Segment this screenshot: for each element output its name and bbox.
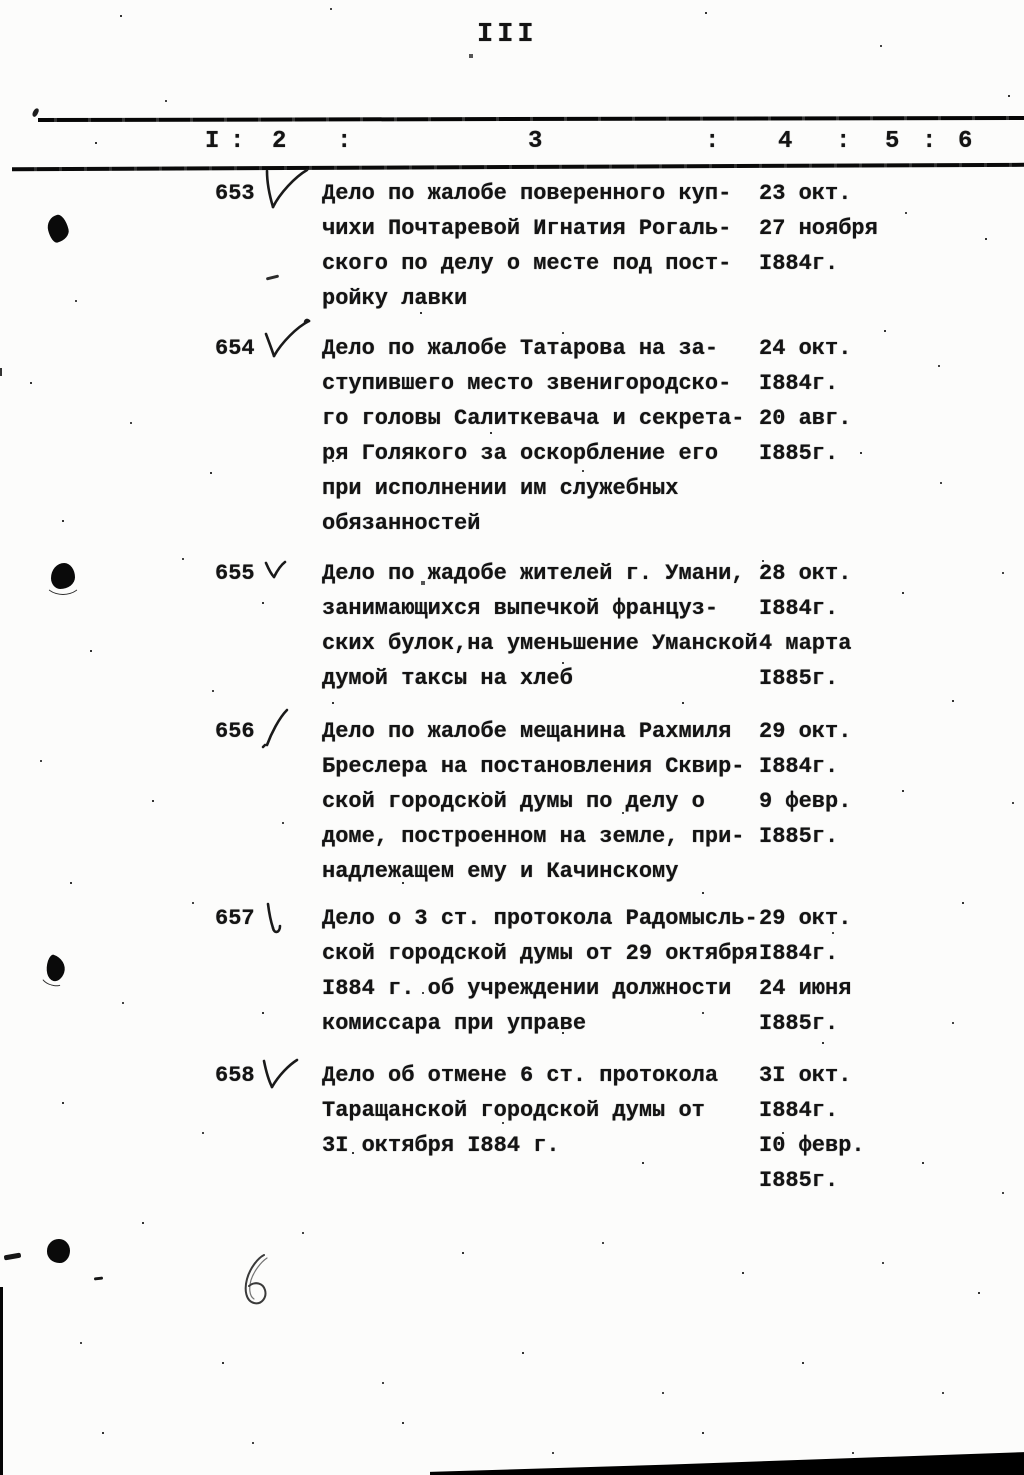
case-title-line: ского по делу о месте под пост-	[322, 251, 732, 276]
entry-text	[322, 714, 1024, 889]
table-row	[0, 1058, 1024, 1198]
case-title-line: Дело о 3 ст. протокола Радомысль-	[322, 906, 758, 931]
entry-number-cell	[215, 556, 322, 696]
entry-line	[322, 1058, 1024, 1093]
entry-line	[322, 281, 1024, 316]
ink-blot	[47, 1239, 70, 1263]
entry-number-cell	[215, 714, 322, 889]
column-separator: :	[836, 128, 851, 155]
case-date-line: I884г.	[759, 371, 839, 396]
ink-speck	[31, 107, 39, 117]
entry-line	[322, 556, 1024, 591]
entry-line	[322, 661, 1024, 696]
entry-number: 653	[215, 181, 255, 206]
case-date-line: 29 окт.	[759, 719, 852, 744]
case-title-line: чихи Почтаревой Игнатия Рогаль-	[322, 216, 732, 241]
entry-line	[322, 819, 1024, 854]
ink-blot	[51, 563, 75, 589]
column-header-6: 6	[958, 128, 973, 155]
case-date-line: 27 ноября	[759, 216, 878, 241]
page-number: III	[477, 20, 538, 50]
case-title-line: ских булок,на уменьшение Уманской	[322, 631, 758, 656]
case-date-line: I885г.	[759, 1168, 839, 1193]
entry-line	[322, 626, 1024, 661]
entries	[0, 176, 1024, 1198]
case-date-line: I885г.	[759, 824, 839, 849]
entry-number: 658	[215, 1063, 255, 1088]
case-title-line: Бреслера на постановления Сквир-	[322, 754, 745, 779]
case-title-line: при исполнении им служебных	[322, 476, 679, 501]
column-separator: :	[230, 128, 245, 155]
entry-number-cell	[215, 331, 322, 541]
entry-line	[322, 401, 1024, 436]
entry-line	[322, 936, 1024, 971]
case-title-line: комиссара при управе	[322, 1011, 587, 1036]
entry-line	[322, 854, 1024, 889]
case-date-line: 20 авг.	[759, 406, 852, 431]
case-date-line: 23 окт.	[759, 181, 852, 206]
table-row	[0, 331, 1024, 541]
case-title-line: I884 г. об учреждении должности	[322, 976, 732, 1001]
entry-text	[322, 556, 1024, 696]
table-top-rule	[38, 116, 1024, 122]
table-row	[0, 901, 1024, 1041]
case-date-line: 3I окт.	[759, 1063, 852, 1088]
case-date-line: I885г.	[759, 666, 839, 691]
scan-edge-artifact	[0, 368, 2, 376]
entry-line	[322, 1163, 1024, 1198]
entry-text	[322, 176, 1024, 316]
entry-line	[322, 471, 1024, 506]
case-date-line: 29 окт.	[759, 906, 852, 931]
case-date-line: I884г.	[759, 754, 839, 779]
entry-number-cell	[215, 901, 322, 1041]
column-header-3: 3	[528, 128, 543, 155]
table-row	[0, 556, 1024, 696]
entry-text	[322, 1058, 1024, 1198]
case-date-line: I0 февр.	[759, 1133, 865, 1158]
column-separator: :	[922, 128, 937, 155]
case-title-line	[322, 1163, 759, 1198]
checkmark-icon	[259, 318, 313, 364]
case-title-line: доме, построенном на земле, при-	[322, 824, 745, 849]
case-title-line: ской городской думы по делу о	[322, 789, 705, 814]
column-header-2: 2	[272, 128, 287, 155]
entry-line	[322, 176, 1024, 211]
case-date-line: I884г.	[759, 251, 839, 276]
ink-dash	[94, 1277, 103, 1281]
column-separator: :	[705, 128, 720, 155]
case-date-line: I884г.	[759, 596, 839, 621]
column-header-5: 5	[885, 128, 900, 155]
handwritten-six	[234, 1250, 276, 1317]
ink-dash	[4, 1253, 22, 1261]
entry-number-cell	[215, 1058, 322, 1198]
table-row	[0, 714, 1024, 889]
case-title-line: ской городской думы от 29 октября	[322, 941, 758, 966]
entry-line	[322, 366, 1024, 401]
column-header-I: I	[205, 128, 220, 155]
case-date-line: I885г.	[759, 1011, 839, 1036]
scan-edge-artifact	[430, 1449, 1024, 1475]
entry-line	[322, 211, 1024, 246]
case-title-line: Дело по жалобе поверенного куп-	[322, 181, 732, 206]
entry-number: 656	[215, 719, 255, 744]
entry-line	[322, 714, 1024, 749]
entry-line	[322, 784, 1024, 819]
column-separator: :	[337, 128, 352, 155]
case-title-line: Дело по жалобе мещанина Рахмиля	[322, 719, 732, 744]
case-title-line: 3I октября I884 г.	[322, 1133, 560, 1158]
case-title-line: Таращанской городской думы от	[322, 1098, 705, 1123]
checkmark-icon	[259, 1056, 301, 1092]
case-title-line: думой таксы на хлеб	[322, 666, 573, 691]
case-title-line: ря Голякого за оскорбление его	[322, 441, 719, 466]
case-title-line: Дело об отмене 6 ст. протокола	[322, 1063, 719, 1088]
case-date-line: 9 февр.	[759, 789, 852, 814]
entry-number: 654	[215, 336, 255, 361]
case-title-line: ступившего место звенигородско-	[322, 371, 732, 396]
case-title-line: обязанностей	[322, 511, 481, 536]
entry-number: 657	[215, 906, 255, 931]
entry-line	[322, 591, 1024, 626]
scan-edge-artifact	[0, 1287, 3, 1475]
case-title-line: занимающихся выпечкой француз-	[322, 596, 719, 621]
entry-line	[322, 1128, 1024, 1163]
entry-line	[322, 506, 1024, 541]
entry-line	[322, 1093, 1024, 1128]
case-date-line: 24 окт.	[759, 336, 852, 361]
entry-line	[322, 331, 1024, 366]
case-date-line: 4 марта	[759, 631, 852, 656]
case-date-line: I884г.	[759, 1098, 839, 1123]
entry-line	[322, 901, 1024, 936]
checkmark-icon	[259, 167, 311, 213]
case-date-line: I885г.	[759, 441, 839, 466]
case-date-line: 24 июня	[759, 976, 852, 1001]
entry-line	[322, 436, 1024, 471]
column-header-4: 4	[778, 128, 793, 155]
case-title-line: Дело по жалобе Татарова на за-	[322, 336, 719, 361]
entry-line	[322, 1006, 1024, 1041]
case-date-line: I884г.	[759, 941, 839, 966]
case-title-line: Дело по жадобе жителей г. Умани,	[322, 561, 745, 586]
case-date-line: 28 окт.	[759, 561, 852, 586]
entry-line	[322, 749, 1024, 784]
checkmark-icon	[261, 707, 291, 749]
table-header-bottom-rule	[12, 163, 1024, 171]
entry-number: 655	[215, 561, 255, 586]
entry-line	[322, 971, 1024, 1006]
entry-text	[322, 901, 1024, 1041]
checkmark-icon	[263, 559, 289, 581]
case-title-line: го головы Салиткевача и секрета-	[322, 406, 745, 431]
entry-line	[322, 246, 1024, 281]
case-title-line: ройку лавки	[322, 286, 468, 311]
scan-noise	[0, 0, 2, 2]
case-title-line: надлежащем ему и Качинскому	[322, 859, 679, 884]
entry-number-cell	[215, 176, 322, 316]
entry-text	[322, 331, 1024, 541]
checkmark-icon	[259, 901, 285, 937]
table-row	[0, 176, 1024, 316]
